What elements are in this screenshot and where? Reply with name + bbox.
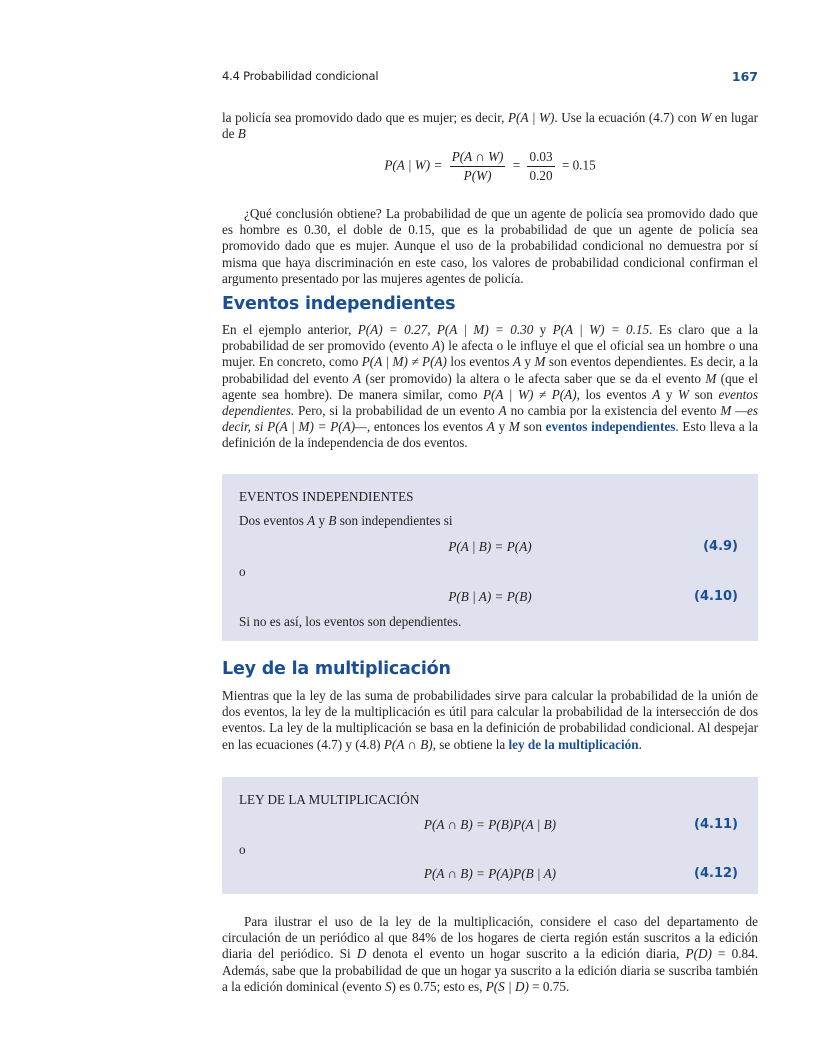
section-title: Eventos independientes [222, 294, 456, 314]
text: son independientes si [336, 513, 453, 528]
text: . Esto lleva a la definición de la independencia de dos eventos. [222, 419, 759, 451]
expr: P(A | W) = 0.15 [552, 322, 650, 337]
conditional-probability-equation [222, 149, 758, 184]
text: Mientras que la ley de las suma de probabilidades sirve para calcular la probabilidad de la unión de dos eventos, la ley de la multiplicación es útil para calcular la probabilidad de la intersección de dos eventos. La ley de la multiplicación se basa en la definición de probabilidad condicional. Al despejar en las ecuaciones (4.7) y (4.8) [222, 688, 758, 752]
text: denota el evento un hogar suscrito a la edición diaria, [366, 946, 686, 962]
glossary-term-multiplication-law: ley de la multiplicación [508, 736, 639, 752]
text: , los eventos [576, 386, 653, 402]
equation-4-11: P(A ∩ B) = P(B)P(A | B) [423, 817, 557, 832]
box-title: LEY DE LA MULTIPLICACIÓN [239, 792, 420, 807]
expr: D [356, 946, 367, 962]
equation-lhs: P(A | W) = [384, 157, 443, 173]
text: ) le afecta o le influye el que el oficial sea un hombre o una mujer. En concreto, como [222, 338, 758, 370]
text: ) es 0.75; esto es, [391, 978, 486, 994]
text: los eventos [446, 354, 513, 370]
equals-sign: = [512, 157, 521, 173]
expr: S [384, 978, 392, 994]
text: , se obtiene la [432, 736, 509, 752]
denominator: P(W) [463, 168, 492, 183]
text: Para ilustrar el uso de la ley de la multiplicación, considere el caso del departamento de circulación de un periódico al que 84% de los hogares de cierta región están suscritos a la edición diaria del periódico. Si [222, 914, 758, 962]
expr: A [352, 370, 362, 386]
expr: M [534, 354, 546, 370]
expr: P(A) = 0.27, P(A | M) = 0.30 [357, 322, 534, 337]
equation-result: = 0.15 [561, 157, 596, 173]
intro-paragraph [222, 110, 758, 142]
text: y [660, 386, 679, 402]
equation-4-9: P(A | B) = P(A) [448, 539, 532, 554]
fraction-2 [527, 149, 554, 184]
text: Dos eventos [239, 513, 308, 528]
or-connector: o [239, 842, 246, 857]
expr: A [652, 386, 661, 402]
expr: P(A | W) ≠ P(A) [482, 386, 577, 402]
text: Pero, si la probabilidad de un evento [294, 403, 499, 419]
equation-number: (4.10) [694, 589, 738, 604]
expr: A [512, 354, 521, 370]
example-paragraph [222, 914, 758, 995]
independent-events-heading [222, 294, 758, 314]
expr: B [328, 513, 337, 528]
intro-var: W [700, 110, 712, 125]
equation-number: (4.11) [694, 817, 738, 832]
text: y [520, 354, 535, 370]
or-connector: o [239, 564, 246, 579]
multiplication-law-paragraph [222, 688, 758, 753]
independent-events-paragraph [222, 322, 758, 452]
expr: M [508, 419, 520, 435]
intro-expr: P(A | W) [508, 110, 555, 125]
expr: P(S | D) [485, 978, 529, 994]
multiplication-law-heading [222, 659, 758, 679]
equation-number: (4.12) [694, 866, 738, 881]
numerator: 0.03 [527, 149, 554, 167]
expr: M —es decir, si P(A | M) = P(A)— [222, 403, 758, 435]
text: son [689, 386, 719, 402]
text: , entonces los eventos [366, 419, 487, 435]
text: (ser promovido) la altera o le afecta saber que se da el evento [361, 370, 706, 386]
expr: A [486, 419, 495, 435]
equation-number: (4.9) [703, 539, 738, 554]
expr: A [432, 338, 441, 354]
text: y [533, 322, 553, 337]
definition-box-independent-events [222, 474, 758, 641]
expr: W [678, 386, 690, 402]
expr: eventos dependientes. [222, 386, 758, 419]
equation-4-10: P(B | A) = P(B) [448, 589, 532, 604]
glossary-term-independent-events: eventos independientes [545, 419, 676, 435]
fraction-1 [450, 149, 506, 184]
equation-4-12: P(A ∩ B) = P(A)P(B | A) [423, 866, 557, 881]
text: son eventos dependientes. Es decir, a la probabilidad del evento [222, 354, 758, 386]
text: En el ejemplo anterior, [222, 322, 358, 337]
text: y [494, 419, 509, 435]
text: . [638, 736, 642, 752]
conclusion-text: ¿Qué conclusión obtiene? La probabilidad de que un agente de policía sea promovido dado que es hombre es 0.30, el doble de 0.15, que es la probabilidad de que un agente de policía sea promovido dado que es mujer. Aunque el uso de la probabilidad condicional no demuestra por sí misma que haya discriminación en este caso, los valores de probabilidad condicional confirman el argumento presentado por las mujeres agentes de policía. [222, 206, 758, 286]
page-number: 167 [731, 69, 758, 84]
text: = 0.75. [528, 978, 570, 994]
expr: A [498, 403, 507, 419]
running-head [222, 69, 758, 87]
expr: P(A ∩ B) [383, 736, 433, 752]
expr: M [705, 370, 717, 386]
box-title: EVENTOS INDEPENDIENTES [239, 489, 414, 504]
intro-text: . Use la ecuación (4.7) con [554, 110, 701, 125]
expr: P(A | M) ≠ P(A) [361, 354, 447, 370]
box-intro [239, 513, 453, 529]
definition-box-multiplication-law [222, 777, 758, 894]
box-footer: Si no es así, los eventos son dependientes. [239, 614, 462, 629]
intro-text: la policía sea promovido dado que es mujer; es decir, [222, 110, 508, 125]
section-title: Ley de la multiplicación [222, 659, 451, 679]
denominator: 0.20 [529, 168, 553, 183]
intro-var: B [237, 126, 246, 142]
numerator: P(A ∩ W) [450, 149, 506, 167]
expr: A [307, 513, 316, 528]
text: . Es claro que a la probabilidad de ser promovido (evento [222, 322, 758, 354]
text: = 0.84. Además, sabe que la probabilidad de que un hogar ya suscrito a la edición diaria se suscriba también a la edición dominical (evento [222, 946, 758, 994]
intro-text: en lugar de [222, 110, 758, 142]
text: y [315, 513, 329, 528]
text: (que el agente sea hombre). De manera similar, como [222, 370, 758, 402]
text: no cambia por la existencia del evento [506, 403, 721, 419]
expr: P(D) [685, 946, 712, 962]
section-label: 4.4 Probabilidad condicional [222, 69, 379, 83]
conclusion-paragraph [222, 206, 758, 287]
text: son [519, 419, 546, 435]
